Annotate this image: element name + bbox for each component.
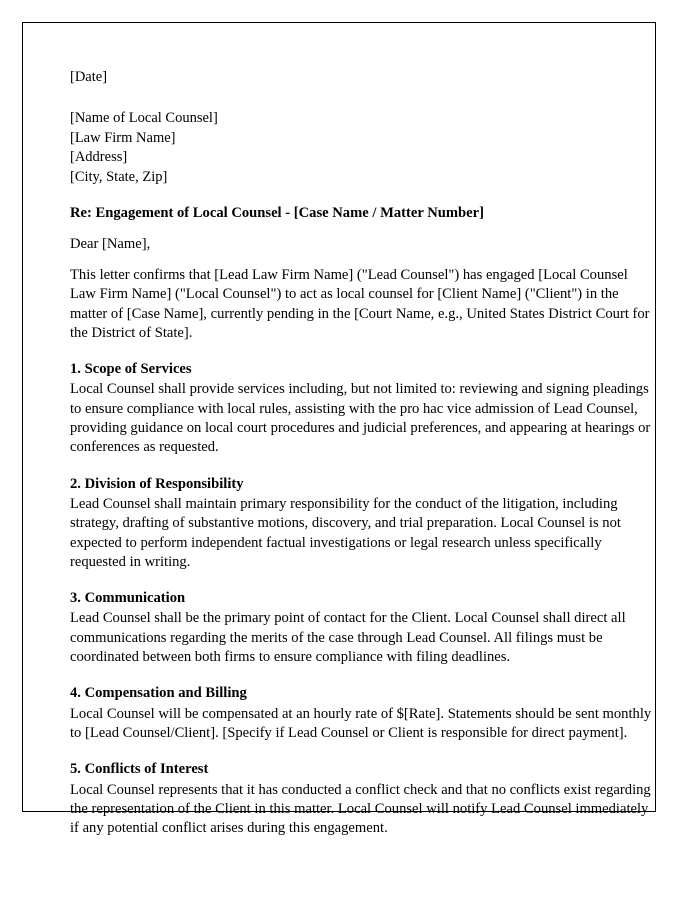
recipient-line-2: [Law Firm Name] bbox=[70, 129, 176, 146]
section-heading-1: 1. Scope of Services bbox=[70, 361, 192, 378]
document-body bbox=[70, 68, 655, 838]
section-communication bbox=[70, 589, 655, 667]
salutation: Dear [Name], bbox=[70, 236, 151, 252]
section-heading-4: 4. Compensation and Billing bbox=[70, 685, 247, 702]
section-body-1: Local Counsel shall provide services including, but not limited to: reviewing and signing pleadings to ensure compliance with local rules, assisting with the pro hac vice admission of Lead Counsel, providing guidance on local court procedures and judicial preferences, and appearing at hearings or conferences as requested. bbox=[70, 381, 651, 456]
section-conflicts-of-interest bbox=[70, 760, 655, 838]
section-scope-of-services bbox=[70, 360, 655, 457]
recipient-line-3: [Address] bbox=[70, 149, 128, 165]
date-field: [Date] bbox=[70, 69, 108, 85]
intro-paragraph: This letter confirms that [Lead Law Firm Name] ("Lead Counsel") has engaged [Local Counsel Law Firm Name] ("Local Counsel") to act as local counsel for [Client Name] ("Client") in the matter of [Case Name], currently pending in the [Court Name, e.g., United States District Court for the District of State]. bbox=[70, 267, 650, 341]
recipient-line-4: [City, State, Zip] bbox=[70, 168, 168, 185]
spacer-after-address bbox=[70, 187, 655, 204]
section-heading-5: 5. Conflicts of Interest bbox=[70, 761, 209, 778]
section-division-of-responsibility bbox=[70, 475, 655, 572]
section-body-4: Local Counsel will be compensated at an hourly rate of $[Rate]. Statements should be sent monthly to [Lead Counsel/Client]. [Specify if Lead Counsel or Client is responsible for direct payment]. bbox=[70, 705, 652, 741]
section-heading-3: 3. Communication bbox=[70, 590, 186, 607]
recipient-line-1: [Name of Local Counsel] bbox=[70, 110, 218, 126]
section-body-5: Local Counsel represents that it has conducted a conflict check and that no conflicts exist regarding the representation of the Client in this matter. Local Counsel will notify Lead Counsel immediately if any potential conflict arises during this engagement. bbox=[70, 781, 651, 837]
spacer-after-date bbox=[70, 87, 655, 109]
section-compensation-and-billing bbox=[70, 684, 655, 743]
spacer-after-subject bbox=[70, 223, 655, 235]
subject-line: Re: Engagement of Local Counsel - [Case Name / Matter Number] bbox=[70, 205, 484, 221]
section-body-2: Lead Counsel shall maintain primary responsibility for the conduct of the litigation, including strategy, drafting of substantive motions, discovery, and trial preparation. Local Counsel is not expected to perform independent factual investigations or legal research unless specifically requested in writing. bbox=[70, 495, 621, 570]
section-heading-2: 2. Division of Responsibility bbox=[70, 475, 244, 492]
spacer-after-salutation bbox=[70, 254, 655, 266]
section-body-3: Lead Counsel shall be the primary point of contact for the Client. Local Counsel shall direct all communications regarding the merits of the case through Lead Counsel. All filings must be coordinated between both firms to ensure compliance with filing deadlines. bbox=[70, 610, 626, 666]
recipient-address-block bbox=[70, 109, 655, 187]
document-sheet bbox=[22, 22, 656, 837]
